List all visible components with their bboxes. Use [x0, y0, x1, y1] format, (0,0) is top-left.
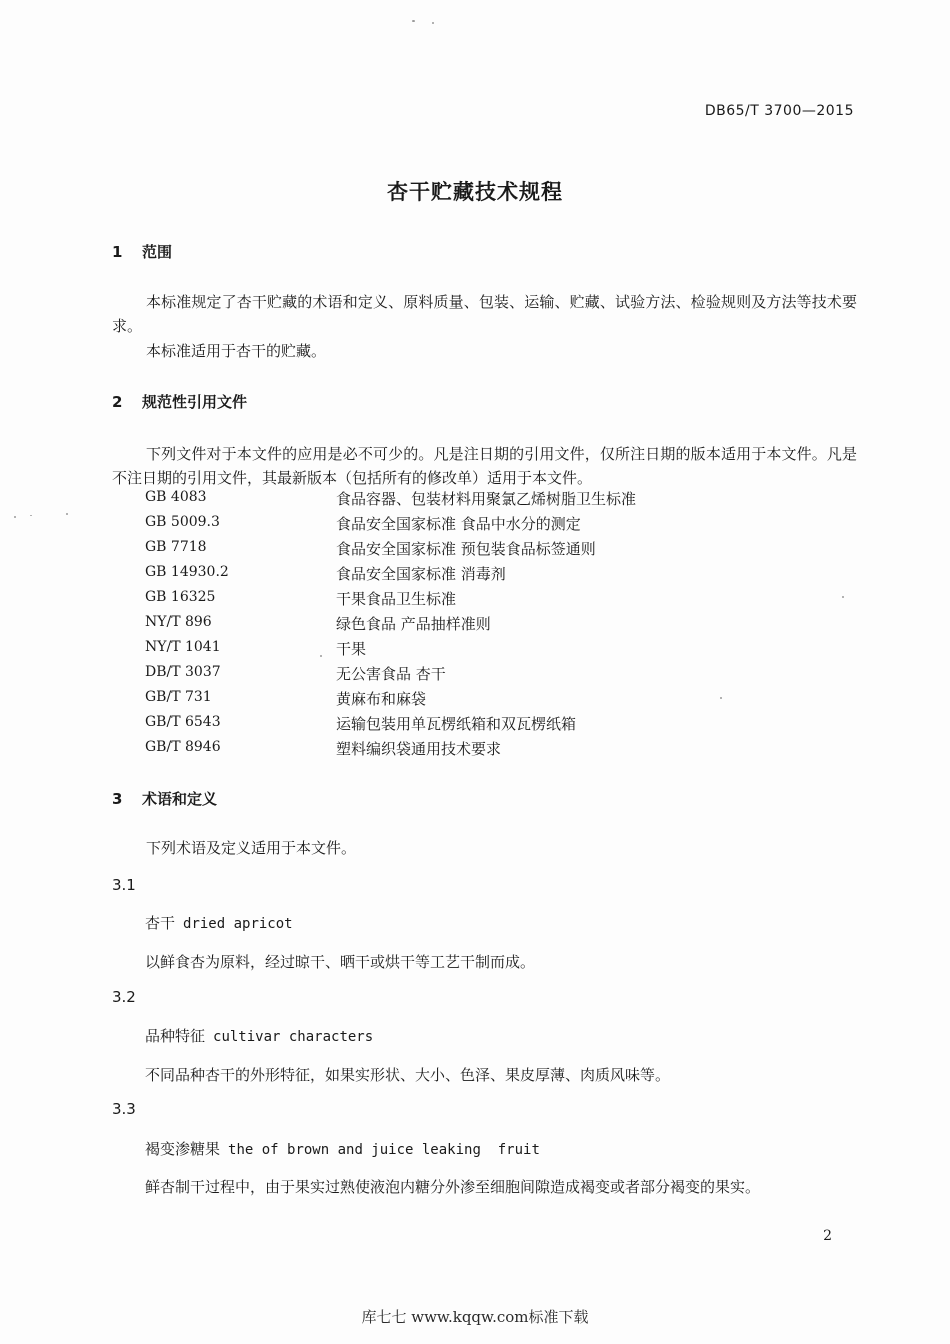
term-entry: [145, 1025, 373, 1046]
scope-paragraph: 本标准规定了杏干贮藏的术语和定义、原料质量、包装、运输、贮藏、试验方法、检验规则及方法等技术要求。: [112, 293, 857, 335]
section-heading-scope: [112, 241, 172, 262]
scan-speck: [320, 655, 322, 657]
section-heading-terms: [112, 788, 217, 809]
reference-code: NY/T 896: [145, 614, 212, 630]
term-zh: 品种特征: [145, 1027, 206, 1045]
term-en: the of brown and juice leaking fruit: [228, 1142, 540, 1158]
standard-code: DB65/T 3700—2015: [704, 103, 854, 119]
reference-code: NY/T 1041: [145, 639, 221, 655]
clause-number: 3.3: [112, 1100, 136, 1118]
term-zh: 杏干: [145, 914, 176, 932]
terms-intro: 下列术语及定义适用于本文件。: [146, 839, 357, 857]
scan-speck: [30, 515, 32, 516]
term-entry: [145, 912, 293, 933]
reference-name: 食品容器、包装材料用聚氯乙烯树脂卫生标准: [336, 490, 637, 508]
term-definition: 不同品种杏干的外形特征，如果实形状、大小、色泽、果皮厚薄、肉质风味等。: [145, 1066, 671, 1084]
term-entry: [145, 1138, 540, 1159]
scan-speck: [720, 697, 722, 699]
section-title: 范围: [142, 243, 173, 261]
reference-name: 无公害食品 杏干: [336, 665, 446, 683]
reference-code: GB 5009.3: [145, 514, 220, 530]
scan-speck: [66, 513, 68, 515]
document-title: 杏干贮藏技术规程: [387, 180, 563, 204]
term-definition: 鲜杏制干过程中，由于果实过熟使液泡内糖分外渗至细胞间隙造成褐变或者部分褐变的果实。: [145, 1178, 761, 1196]
term-zh: 褐变渗糖果: [145, 1140, 221, 1158]
footer-watermark: 库七七 www.kqqw.com标准下载: [361, 1308, 589, 1326]
clause-number: 3.1: [112, 876, 136, 894]
reference-code: GB 4083: [145, 489, 207, 505]
reference-code: DB/T 3037: [145, 664, 221, 680]
reference-code: GB/T 731: [145, 689, 212, 705]
reference-name: 塑料编织袋通用技术要求: [336, 740, 502, 758]
reference-name: 运输包装用单瓦楞纸箱和双瓦楞纸箱: [336, 715, 577, 733]
page-number: 2: [823, 1228, 832, 1244]
section-title: 规范性引用文件: [142, 393, 248, 411]
reference-name: 食品安全国家标准 消毒剂: [336, 565, 506, 583]
term-en: dried apricot: [183, 916, 293, 932]
reference-name: 绿色食品 产品抽样准则: [336, 615, 491, 633]
reference-name: 食品安全国家标准 食品中水分的测定: [336, 515, 581, 533]
reference-name: 干果: [336, 640, 367, 658]
reference-name: 干果食品卫生标准: [336, 590, 457, 608]
scan-speck: [842, 596, 844, 598]
term-definition: 以鲜食杏为原料，经过晾干、晒干或烘干等工艺干制而成。: [145, 953, 536, 971]
reference-name: 食品安全国家标准 预包装食品标签通则: [336, 540, 596, 558]
references-intro: 下列文件对于本文件的应用是必不可少的。凡是注日期的引用文件，仅所注日期的版本适用于本文件。凡是不注日期的引用文件，其最新版本（包括所有的修改单）适用于本文件。: [112, 445, 857, 487]
scan-speck: [432, 22, 434, 24]
reference-code: GB 16325: [145, 589, 216, 605]
scan-speck: [14, 516, 16, 518]
section-number: 2: [112, 393, 123, 411]
scope-applicability: 本标准适用于杏干的贮藏。: [146, 342, 327, 360]
reference-code: GB/T 8946: [145, 739, 221, 755]
section-number: 1: [112, 243, 123, 261]
section-number: 3: [112, 790, 123, 808]
section-heading-references: [112, 391, 247, 412]
reference-name: 黄麻布和麻袋: [336, 690, 427, 708]
reference-code: GB 14930.2: [145, 564, 229, 580]
reference-code: GB 7718: [145, 539, 207, 555]
term-en: cultivar characters: [213, 1029, 374, 1045]
reference-code: GB/T 6543: [145, 714, 221, 730]
scan-speck: [412, 20, 415, 22]
section-title: 术语和定义: [142, 790, 218, 808]
clause-number: 3.2: [112, 988, 136, 1006]
